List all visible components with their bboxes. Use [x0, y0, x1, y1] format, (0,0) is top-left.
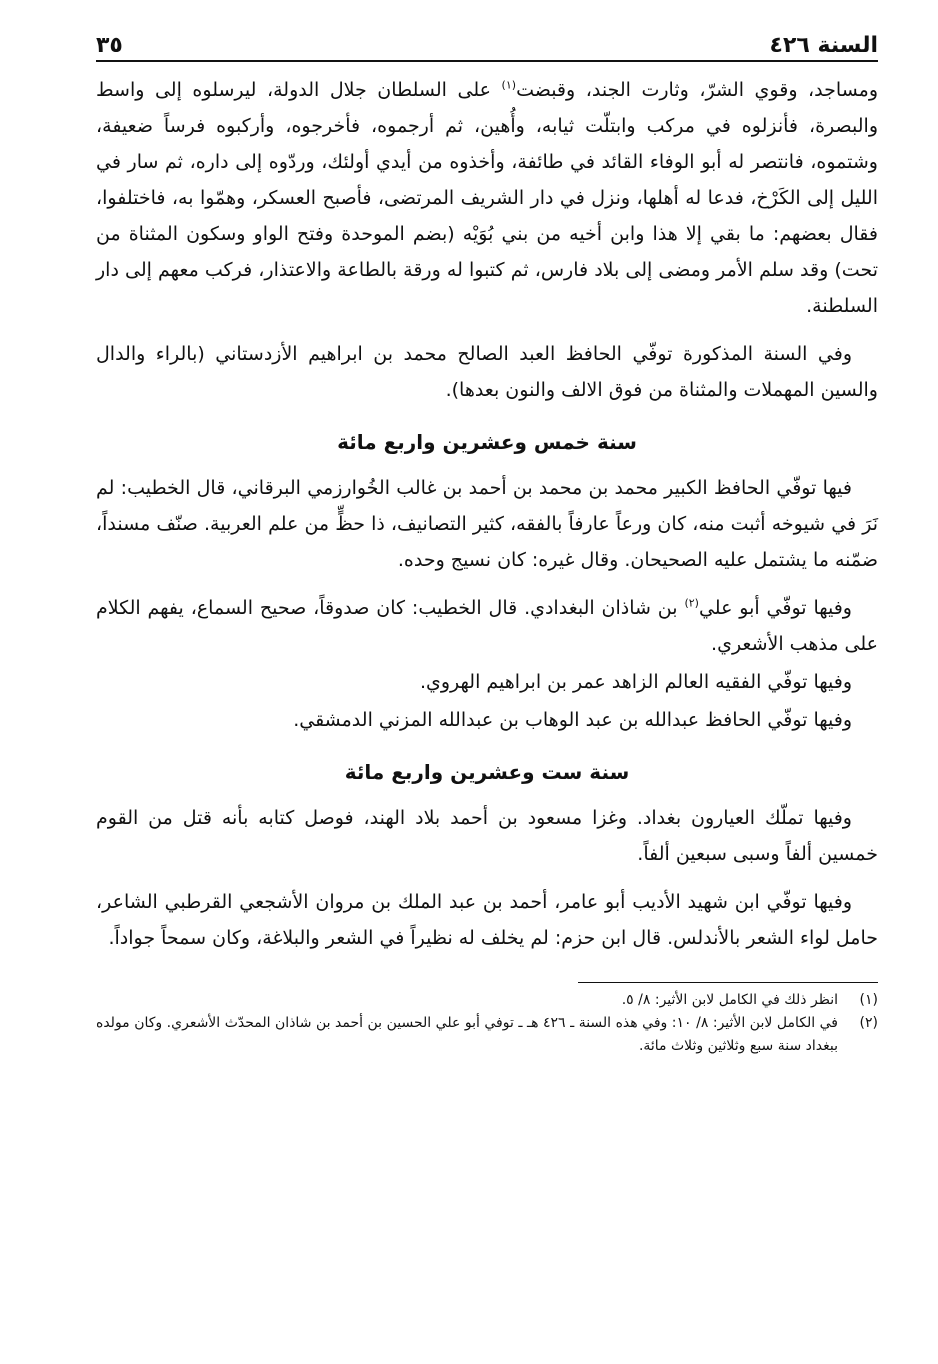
footnote-rule	[578, 982, 878, 983]
paragraph-ibn-shadhan	[96, 590, 878, 662]
paragraph-muzani: وفيها توفّي الحافظ عبدالله بن عبد الوهاب بن عبدالله المزني الدمشقي.	[293, 709, 852, 731]
footnote-2	[96, 1012, 878, 1058]
footnote-mark: (٢)	[859, 1015, 878, 1031]
footnote-ref-2: (٢)	[684, 596, 699, 610]
paragraph-ibn-shuhayd: وفيها توفّي ابن شهيد الأديب أبو عامر، أحمد بن عبد الملك بن مروان الأشجعي القرطبي الشاعر، حامل لواء الشعر بالأندلس. قال ابن حزم: لم يخلف له نظيراً في الشعر والبلاغة، وكان سمحاً جواداً.	[96, 891, 878, 949]
paragraph-ayyarun: وفيها تملّك العيارون بغداد. وغزا مسعود بن أحمد بلاد الهند، فوصل كتابه بأنه قتل من القوم خمسين ألفاً وسبى سبعين ألفاً.	[96, 807, 878, 865]
header-rule	[96, 60, 878, 62]
paragraph-text-start: وفيها توفّي أبو علي	[698, 597, 852, 619]
paragraph-harawi: وفيها توفّي الفقيه العالم الزاهد عمر بن ابراهيم الهروي.	[419, 671, 852, 693]
year-label: السنة ٤٢٦	[769, 33, 878, 58]
footnote-ref-1: (١)	[501, 78, 517, 92]
paragraph-text-rest: بن شاذان البغدادي. قال الخطيب: كان صدوقاً، صحيح السماع، يفهم الكلام على مذهب الأشعري.	[96, 597, 878, 655]
footnote-mark: (١)	[859, 992, 878, 1008]
section-heading-426: سنة ست وعشرين واربع مائة	[344, 760, 630, 784]
footnotes	[96, 989, 878, 1058]
footnote-text: انظر ذلك في الكامل لابن الأثير: ٨/ ٥.	[621, 992, 838, 1008]
paragraph-azdastani: وفي السنة المذكورة توفّي الحافظ العبد الصالح محمد بن ابراهيم الأزدستاني (بالراء والدال والسين المهملات والمثناة من فوق الالف والنون بعدها).	[96, 343, 878, 401]
paragraph-text-rest: على السلطان جلال الدولة، ليرسلوه إلى واسط والبصرة، فأنزلوه في مركب وابتلّت ثيابه، وأُهين، ثم أرجموه، فأخرجوه، وأركبوه فرساً ضعيفة، وشتموه، فانتصر له أبو الوفاء القائد في طائفة، وأخذوه من أيدي أولئك، وردّوه إلى داره، ثم سار في الليل إلى الكَرْخ، فدعا له أهلها، ونزل في دار الشريف المرتضى، فأصبح العسكر، وهمّوا به، فاختلفوا، فقال بعضهم: ما بقي إلا هذا وابن أخيه من بني بُوَيْه (بضم الموحدة وفتح الواو وسكون المثناة من تحت) وقد سلم الأمر ومضى إلى بلاد فارس، ثم كتبوا له ورقة بالطاعة والاعتذار، فركب معهم إلى دار السلطنة.	[96, 79, 878, 317]
page-number: ٣٥	[96, 33, 123, 58]
section-heading-425: سنة خمس وعشرين واربع مائة	[337, 430, 637, 454]
book-page	[96, 24, 878, 1058]
paragraph-barqani: فيها توفّي الحافظ الكبير محمد بن محمد بن أحمد بن غالب الخُوارزمي البرقاني، قال الخطيب: لم نَرَ في شيوخه أثبت منه، كان ورعاً عارفاً بالفقه، كثير التصانيف، ذا حظٍّ من علم العربية. صنّف مسنداً، ضمّنه ما يشتمل عليه الصحيحان. وقال غيره: كان نسيج وحده.	[96, 477, 878, 571]
paragraph-text-start: ومساجد، وقوي الشرّ، وثارت الجند، وقبضت	[516, 79, 878, 101]
footnote-1	[96, 989, 878, 1012]
footnote-text: في الكامل لابن الأثير: ٨/ ١٠: وفي هذه السنة ـ ٤٢٦ هـ ـ توفي أبو علي الحسين بن أحمد بن شاذان المحدّث الأشعري. وكان مولده ببغداد سنة سبع وثلاثين وثلاث مائة.	[96, 1015, 838, 1054]
running-header	[96, 24, 878, 58]
paragraph-jalal-al-dawla	[96, 72, 878, 324]
